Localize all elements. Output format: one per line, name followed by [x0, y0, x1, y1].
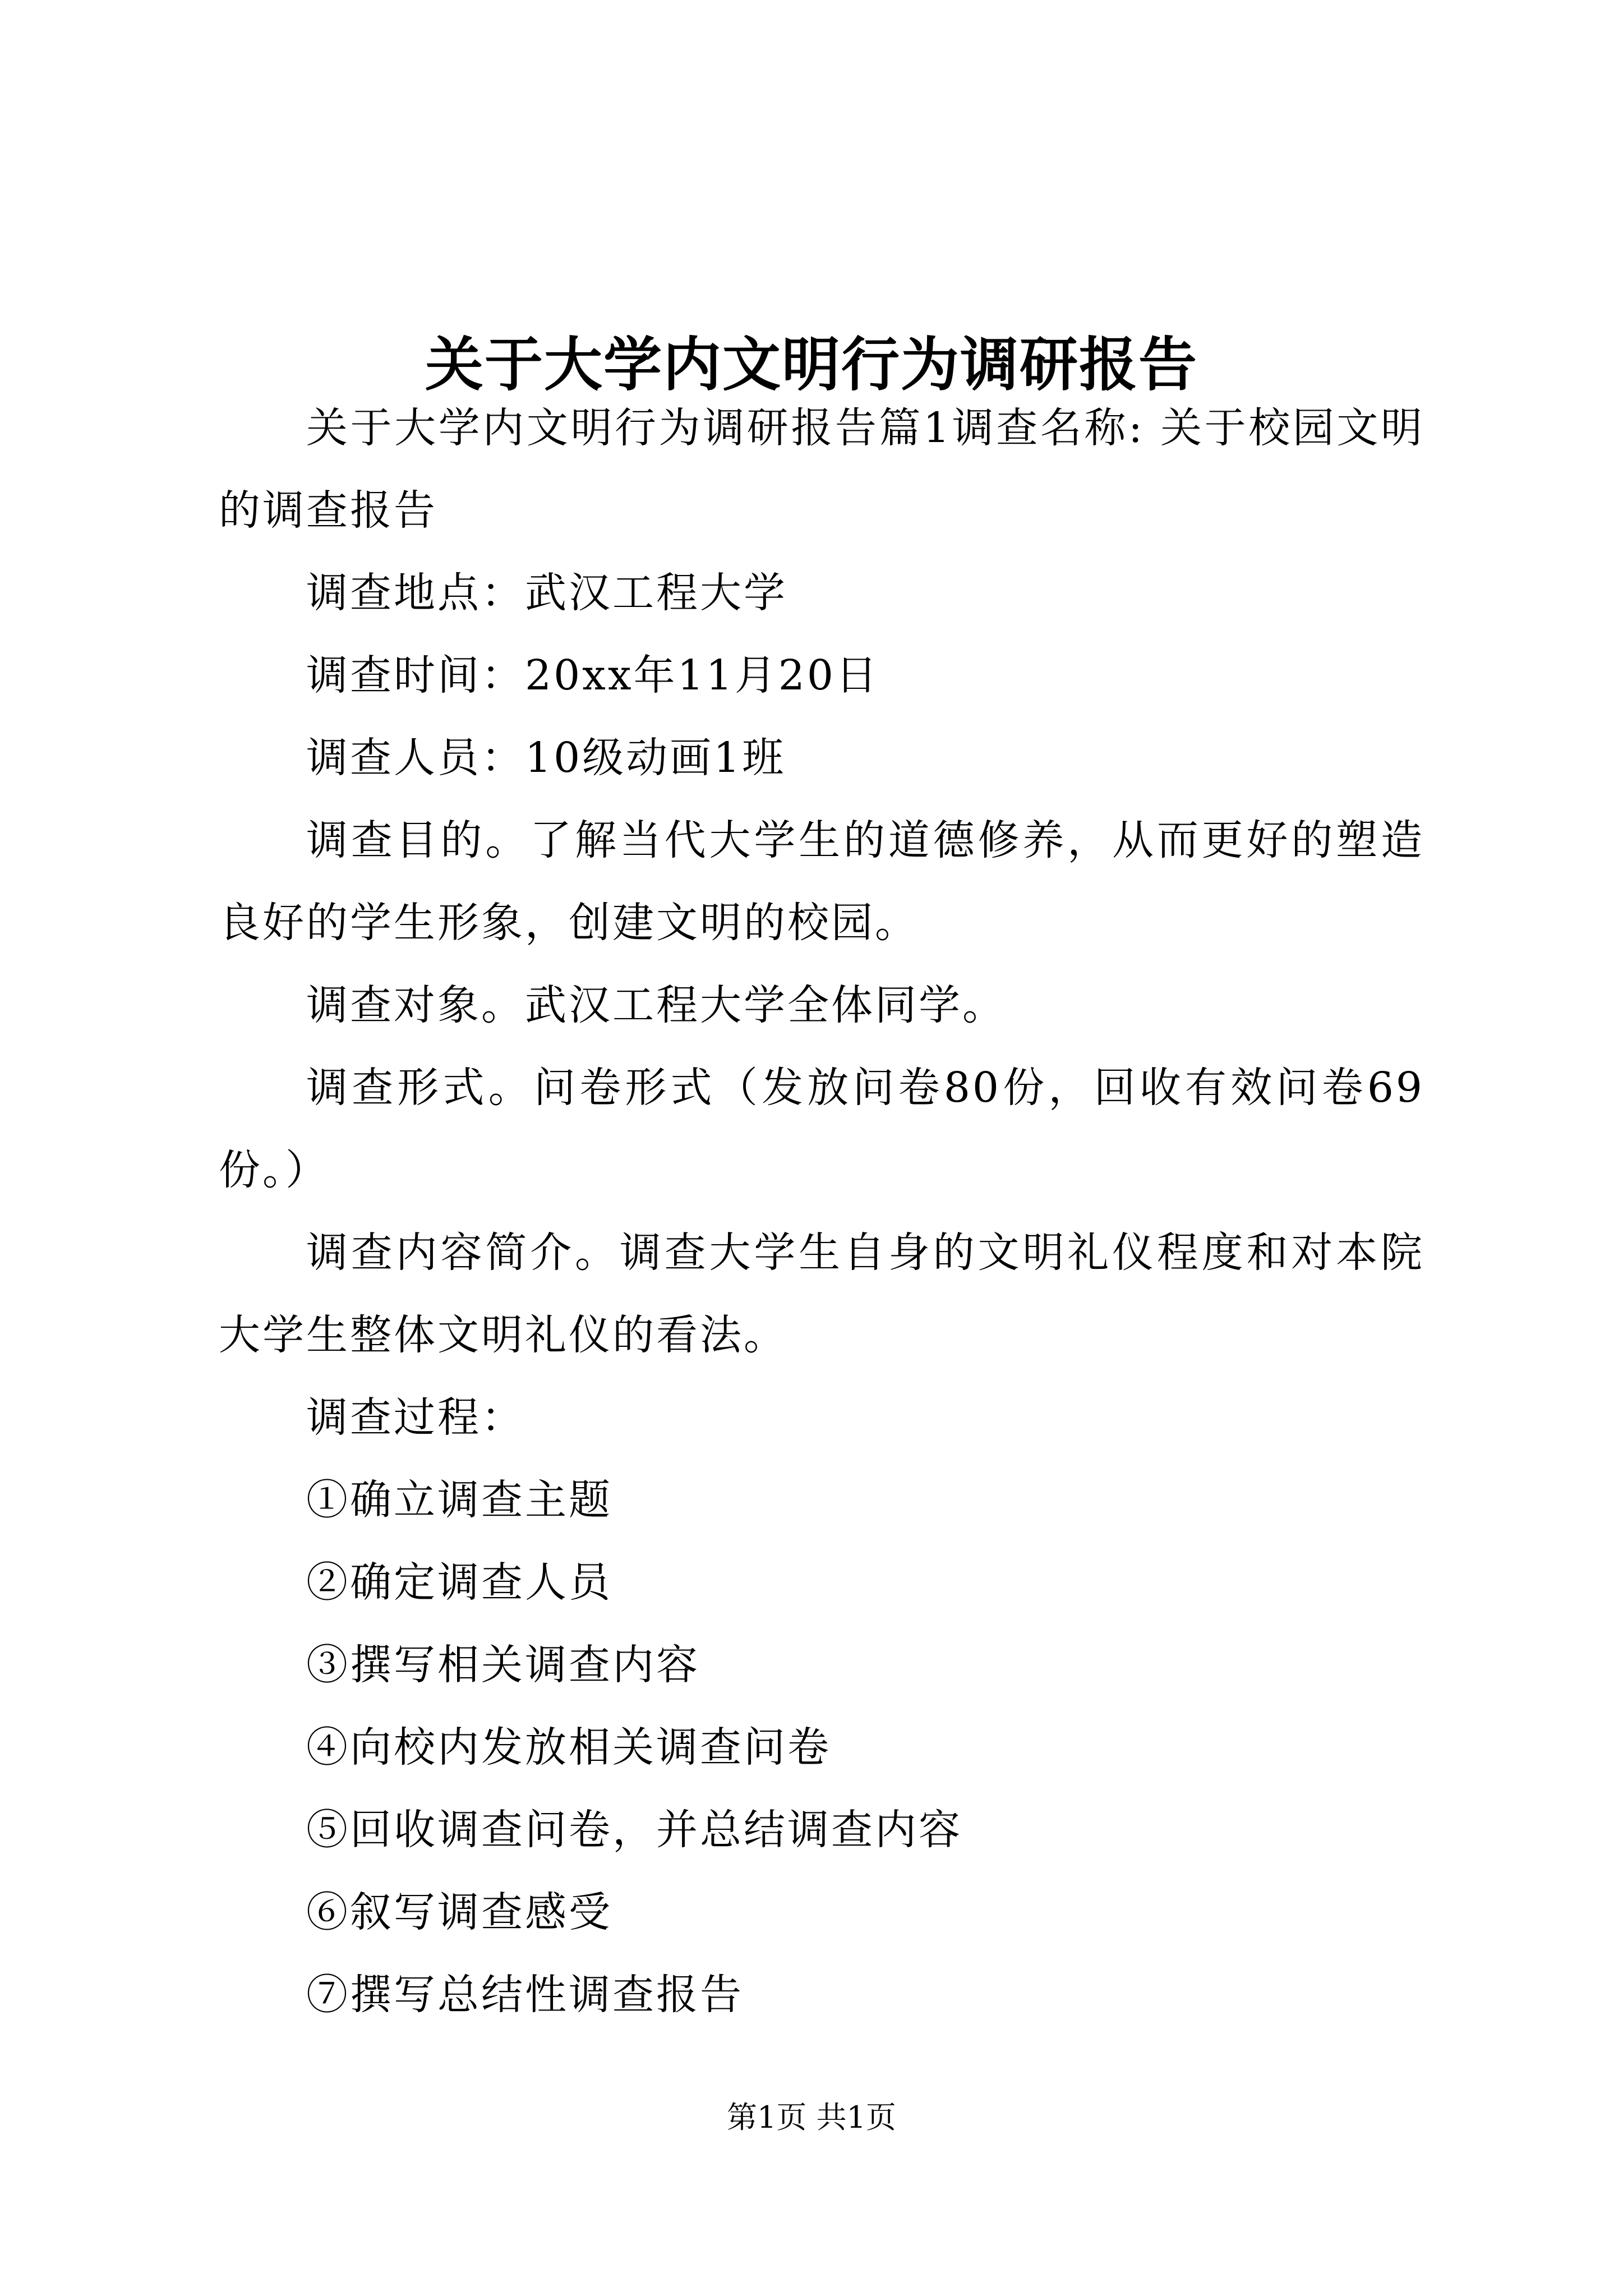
list-item: ⑦撰写总结性调查报告	[306, 1971, 744, 2019]
paragraph-survey-subjects: 调查对象。武汉工程大学全体同学。	[306, 981, 1006, 1029]
paragraph-survey-format: 调查形式。问卷形式（发放问卷80份，回收有效问卷69份。）	[219, 1064, 1424, 1194]
paragraph-survey-location: 调查地点：武汉工程大学	[306, 569, 787, 617]
paragraph-survey-personnel: 调查人员：10级动画1班	[306, 734, 786, 782]
list-item: ④向校内发放相关调查问卷	[306, 1723, 831, 1772]
page-footer: 第1页 共1页	[727, 2100, 896, 2135]
document-body	[219, 387, 1424, 2036]
paragraph-survey-name: 关于大学内文明行为调研报告篇1调查名称: 关于校园文明的调查报告	[219, 404, 1424, 535]
paragraph-survey-process-heading: 调查过程：	[306, 1393, 525, 1442]
paragraph-survey-time: 调查时间：20xx年11月20日	[306, 651, 879, 700]
list-item: ⑤回收调查问卷，并总结调查内容	[306, 1806, 962, 1854]
list-item: ②确定调查人员	[306, 1558, 612, 1607]
paragraph-survey-purpose: 调查目的。了解当代大学生的道德修养，从而更好的塑造良好的学生形象，创建文明的校园。	[219, 816, 1424, 947]
paragraph-survey-content: 调查内容简介。调查大学生自身的文明礼仪程度和对本院大学生整体文明礼仪的看法。	[219, 1228, 1424, 1359]
list-item: ⑥叙写调查感受	[306, 1888, 612, 1936]
list-item: ①确立调查主题	[306, 1476, 612, 1524]
list-item: ③撰写相关调查内容	[306, 1641, 700, 1689]
document-title: 关于大学内文明行为调研报告	[425, 329, 1198, 399]
